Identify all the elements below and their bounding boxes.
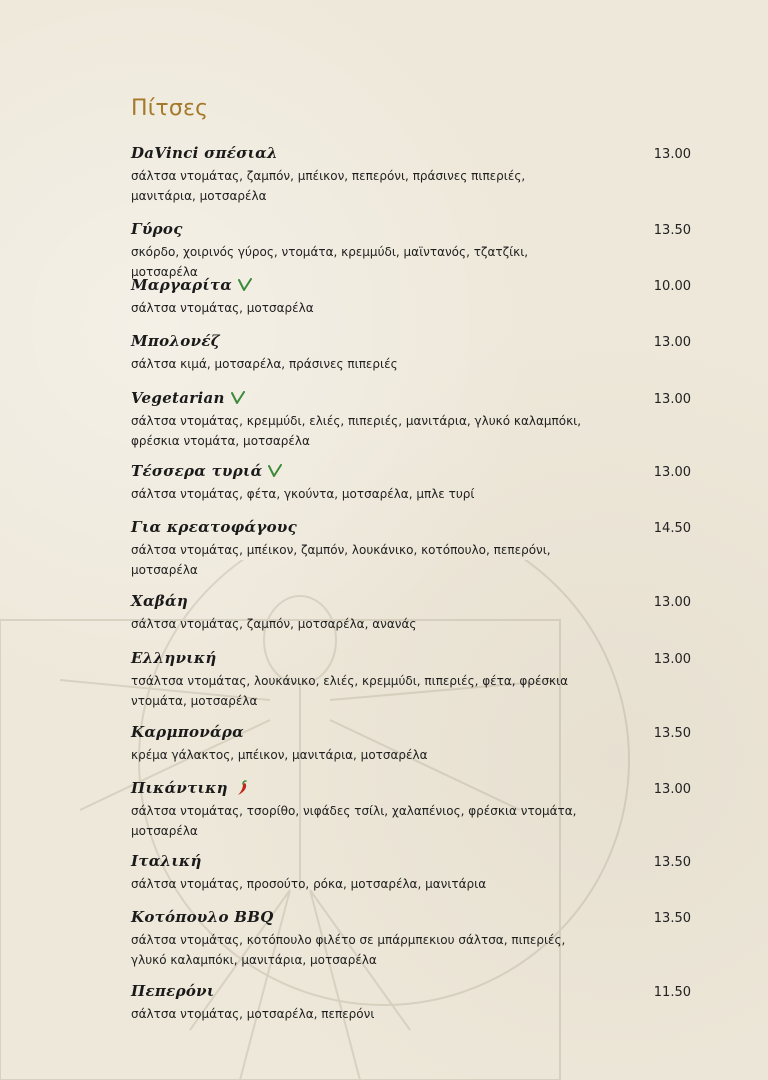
item-description: σάλτσα ντομάτας, κοτόπουλο φιλέτο σε μπάρμπεκιου σάλτσα, πιπεριές, γλυκό καλαμπόκι, μανιτάρια, μοτσαρέλα xyxy=(131,933,566,967)
menu-item xyxy=(131,389,691,451)
item-name: Γύρος xyxy=(131,220,183,238)
item-description: τσάλτσα ντομάτας, λουκάνικο, ελιές, κρεμμύδι, πιπεριές, φέτα, φρέσκια ντομάτα, μοτσαρέλα xyxy=(131,674,569,708)
menu-item xyxy=(131,723,691,765)
menu-item xyxy=(131,908,691,970)
item-name: Πεπερόνι xyxy=(131,982,215,1000)
vegetarian-icon xyxy=(238,278,252,292)
item-description: σάλτσα ντομάτας, ζαμπόν, μπέικον, πεπερόνι, πράσινες πιπεριές, μανιτάρια, μοτσαρέλα xyxy=(131,169,526,203)
item-description: σάλτσα ντομάτας, κρεμμύδι, ελιές, πιπεριές, μανιτάρια, γλυκό καλαμπόκι, φρέσκια ντομάτα, μοτσαρέλα xyxy=(131,414,582,448)
item-name: Ελληνική xyxy=(131,649,217,667)
item-price: 11.50 xyxy=(653,985,691,1000)
item-price: 13.50 xyxy=(653,911,691,926)
item-price: 13.50 xyxy=(653,223,691,238)
item-price: 13.50 xyxy=(653,726,691,741)
item-name: Κοτόπουλο BBQ xyxy=(131,908,274,926)
item-description: σάλτσα ντομάτας, ζαμπόν, μοτσαρέλα, ανανάς xyxy=(131,617,417,631)
item-description: κρέμα γάλακτος, μπέικον, μανιτάρια, μοτσαρέλα xyxy=(131,748,428,762)
menu-item xyxy=(131,276,691,318)
item-description: σάλτσα ντομάτας, προσούτο, ρόκα, μοτσαρέλα, μανιτάρια xyxy=(131,877,487,891)
item-description: σάλτσα ντομάτας, μπέικον, ζαμπόν, λουκάνικο, κοτόπουλο, πεπερόνι, μοτσαρέλα xyxy=(131,543,551,577)
menu-item xyxy=(131,144,691,206)
item-price: 14.50 xyxy=(653,521,691,536)
item-price: 13.00 xyxy=(653,782,691,797)
item-name: Καρμπονάρα xyxy=(131,723,244,741)
item-description: σάλτσα ντομάτας, μοτσαρέλα, πεπερόνι xyxy=(131,1007,375,1021)
menu-item xyxy=(131,518,691,580)
menu-item xyxy=(131,220,691,282)
menu-item xyxy=(131,779,691,841)
vegetarian-icon xyxy=(268,464,282,478)
item-description: σάλτσα ντομάτας, μοτσαρέλα xyxy=(131,301,314,315)
item-name: Για κρεατοφάγους xyxy=(131,518,298,536)
item-name: Ιταλική xyxy=(131,852,202,870)
item-description: σάλτσα ντομάτας, φέτα, γκούντα, μοτσαρέλα, μπλε τυρί xyxy=(131,487,475,501)
menu-item xyxy=(131,649,691,711)
menu-item xyxy=(131,332,691,374)
item-name: Μαργαρίτα xyxy=(131,276,252,294)
item-price: 13.50 xyxy=(653,855,691,870)
item-price: 13.00 xyxy=(653,335,691,350)
item-name: Μπολονέζ xyxy=(131,332,220,350)
item-name: Τέσσερα τυριά xyxy=(131,462,282,480)
item-price: 10.00 xyxy=(653,279,691,294)
item-name: Χαβάη xyxy=(131,592,189,610)
item-description: σάλτσα ντομάτας, τσορίθο, νιφάδες τσίλι, χαλαπένιος, φρέσκια ντομάτα, μοτσαρέλα xyxy=(131,804,577,838)
item-name: DaVinci σπέσιαλ xyxy=(131,144,278,162)
chili-pepper-icon xyxy=(234,780,250,796)
item-name: Vegetarian xyxy=(131,389,245,407)
menu-item xyxy=(131,462,691,504)
item-price: 13.00 xyxy=(653,392,691,407)
item-price: 13.00 xyxy=(653,595,691,610)
menu-item xyxy=(131,592,691,634)
section-title: Πίτσες xyxy=(131,96,209,121)
item-price: 13.00 xyxy=(653,147,691,162)
item-description: σκόρδο, χοιρινός γύρος, ντομάτα, κρεμμύδι, μαϊντανός, τζατζίκι, μοτσαρέλα xyxy=(131,245,529,279)
vegetarian-icon xyxy=(231,391,245,405)
menu-item xyxy=(131,982,691,1024)
item-price: 13.00 xyxy=(653,465,691,480)
item-description: σάλτσα κιμά, μοτσαρέλα, πράσινες πιπεριές xyxy=(131,357,398,371)
item-price: 13.00 xyxy=(653,652,691,667)
menu-item xyxy=(131,852,691,894)
item-name: Πικάντικη xyxy=(131,779,250,797)
